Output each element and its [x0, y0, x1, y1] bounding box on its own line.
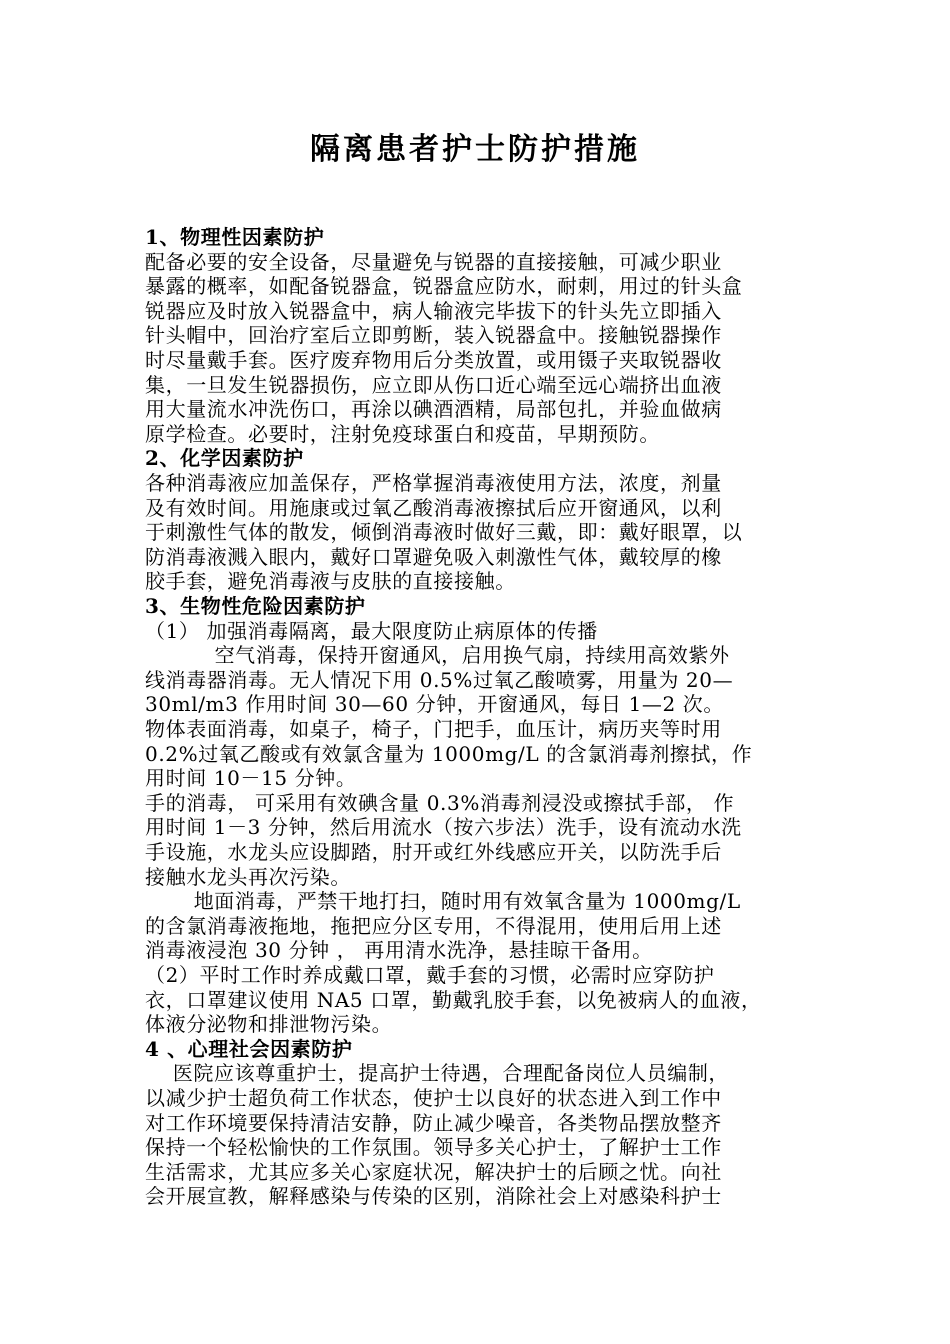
text-line: 各种消毒液应加盖保存，严格掌握消毒液使用方法，浓度，剂量	[145, 471, 722, 495]
text-line: 针头帽中，回治疗室后立即剪断，装入锐器盒中。接触锐器操作	[145, 323, 722, 348]
text-line: 用时间 1－3 分钟，然后用流水（按六步法）洗手，设有流动水洗	[145, 815, 742, 840]
section-heading: 4 、心理社会因素防护	[145, 1036, 353, 1061]
text-line: 手设施，水龙头应设脚踏，肘开或红外线感应开关，以防洗手后	[145, 840, 722, 864]
text-line: 接触水龙头再次污染。	[145, 864, 351, 889]
page-title: 隔离患者护士防护措施	[310, 132, 640, 167]
text-line: 生活需求，尤其应多关心家庭状况，解决护士的后顾之忧。向社	[145, 1159, 722, 1184]
text-line: 暴露的概率，如配备锐器盒，锐器盒应防水，耐刺，用过的针头盒	[145, 274, 743, 299]
section-heading: 2、化学因素防护	[145, 446, 304, 471]
text-line: 原学检查。必要时，注射免疫球蛋白和疫苗，早期预防。	[145, 421, 660, 446]
text-line: 衣，口罩建议使用 NA5 口罩，勤戴乳胶手套，以免被病人的血液，	[145, 987, 762, 1012]
text-line: 于刺激性气体的散发，倾倒消毒液时做好三戴，即：戴好眼罩，以	[145, 520, 743, 545]
section-heading: 1、物理性因素防护	[145, 225, 325, 249]
text-line: 物体表面消毒，如桌子，椅子，门把手，血压计，病历夹等时用	[145, 717, 722, 741]
text-line: 的含氯消毒液拖地，拖把应分区专用，不得混用，使用后用上述	[145, 913, 722, 938]
text-line: 以减少护士超负荷工作状态，使护士以良好的状态进入到工作中	[145, 1086, 722, 1110]
text-line: 手的消毒， 可采用有效碘含量 0.3%消毒剂浸没或擦拭手部， 作	[145, 790, 735, 815]
text-line: 会开展宣教，解释感染与传染的区别，消除社会上对感染科护士	[145, 1184, 722, 1209]
text-line: （1） 加强消毒隔离，最大限度防止病原体的传播	[145, 618, 598, 643]
text-line: 用大量流水冲洗伤口，再涂以碘酒酒精，局部包扎，并验血做病	[145, 397, 722, 422]
text-line: 用时间 10－15 分钟。	[145, 766, 357, 791]
text-line: 消毒液浸泡 30 分钟 ， 再用清水洗净，悬挂晾干备用。	[145, 938, 653, 963]
text-line: 胶手套，避免消毒液与皮肤的直接接触。	[145, 569, 516, 594]
text-line: 30ml/m3 作用时间 30—60 分钟，开窗通风，每日 1—2 次。	[145, 692, 724, 717]
text-line: 地面消毒，严禁干地打扫，随时用有效氧含量为 1000mg/L	[145, 889, 741, 914]
text-line: 医院应该尊重护士，提高护士待遇，合理配备岗位人员编制，	[145, 1061, 730, 1086]
text-line: 防消毒液溅入眼内，戴好口罩避免吸入刺激性气体，戴较厚的橡	[145, 544, 722, 569]
text-line: 体液分泌物和排泄物污染。	[145, 1012, 393, 1037]
text-line: 时尽量戴手套。医疗废弃物用后分类放置，或用镊子夹取锐器收	[145, 348, 722, 372]
text-line: 线消毒器消毒。无人情况下用 0.5%过氧乙酸喷雾，用量为 20—	[145, 667, 734, 692]
text-line: 空气消毒，保持开窗通风，启用换气扇，持续用高效紫外	[145, 643, 730, 668]
text-line: 对工作环境要保持清洁安静，防止减少噪音，各类物品摆放整齐	[145, 1110, 722, 1135]
text-line: 集，一旦发生锐器损伤，应立即从伤口近心端至远心端挤出血液	[145, 372, 722, 397]
section-heading: 3、生物性危险因素防护	[145, 594, 366, 618]
text-line: 锐器应及时放入锐器盒中，病人输液完毕拔下的针头先立即插入	[145, 298, 722, 323]
text-line: 及有效时间。用施康或过氧乙酸消毒液擦拭后应开窗通风，以利	[145, 495, 722, 520]
text-line: 配备必要的安全设备，尽量避免与锐器的直接接触，可减少职业	[145, 249, 722, 274]
text-line: 保持一个轻松愉快的工作氛围。领导多关心护士，了解护士工作	[145, 1135, 722, 1160]
text-line: 0.2%过氧乙酸或有效氯含量为 1000mg/L 的含氯消毒剂擦拭，作	[145, 741, 753, 766]
text-line: （2）平时工作时养成戴口罩，戴手套的习惯，必需时应穿防护	[145, 963, 715, 987]
